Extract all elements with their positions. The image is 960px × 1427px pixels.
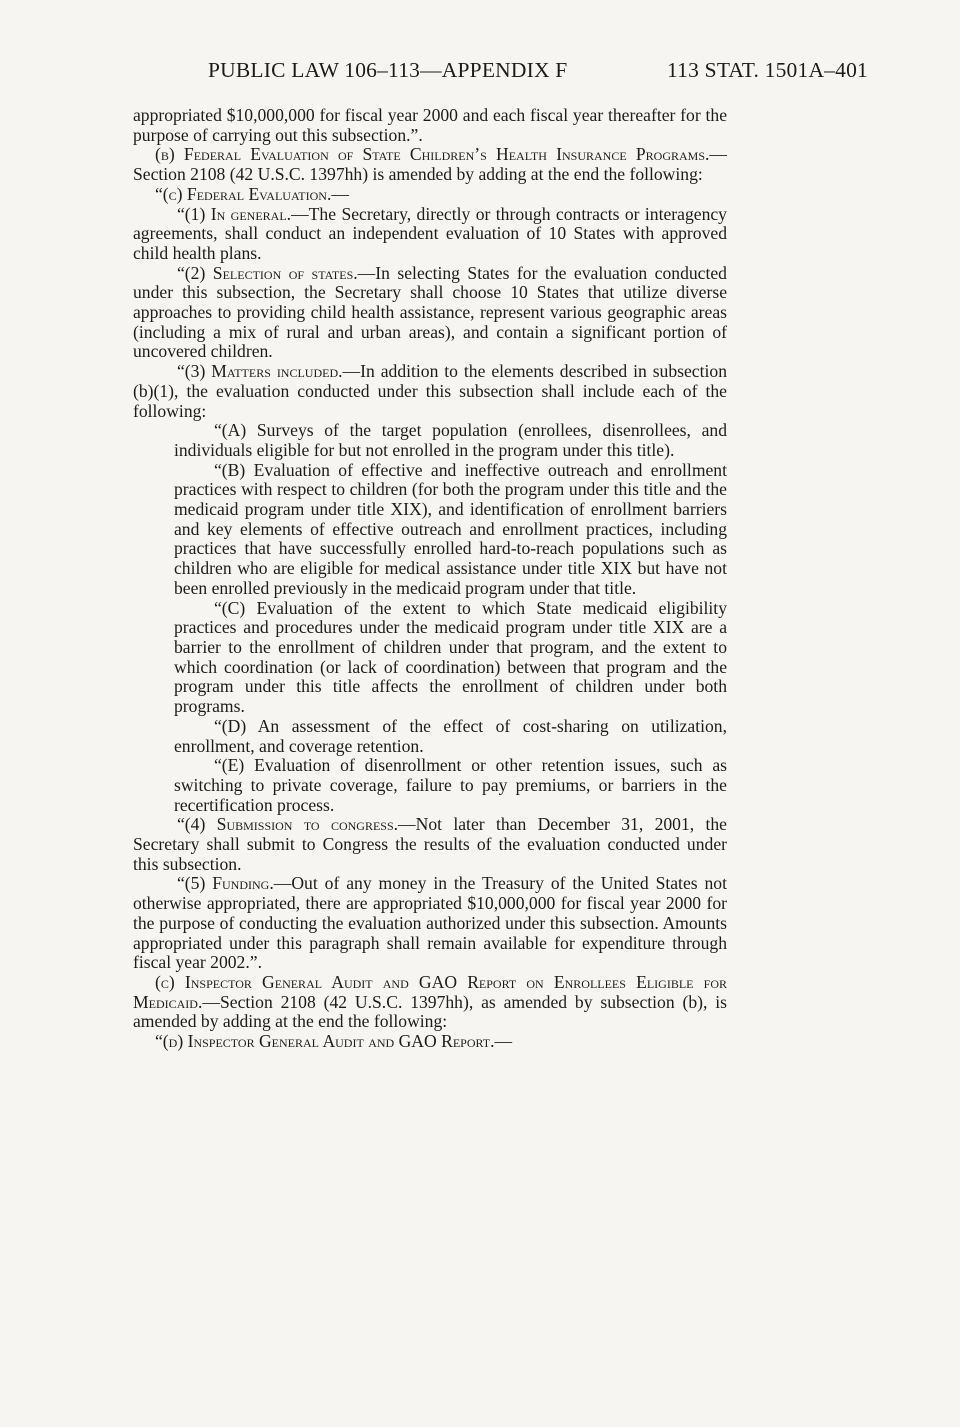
subsection-c-text: — bbox=[331, 183, 349, 204]
subsection-c-ig-text: —Section 2108 (42 U.S.C. 1397hh), as amended by subsection (b), is amended by adding at the end the following: bbox=[133, 991, 727, 1032]
subparagraph-a: “(A) Surveys of the target population (enrollees, disenrollees, and individuals eligible for but not enrolled in the program under this title). bbox=[174, 420, 727, 460]
paragraph-3-text: —In addition to the elements described in subsection (b)(1), the evaluation conducted under this subsection shall include each of the following: bbox=[133, 361, 727, 421]
subsection-c-heading: “(c) Federal Evaluation. bbox=[155, 183, 332, 204]
subparagraph-e: “(E) Evaluation of disenrollment or other retention issues, such as switching to private coverage, failure to pay premiums, or barriers in the recertification process. bbox=[174, 755, 727, 815]
subparagraph-d: “(D) An assessment of the effect of cost-sharing on utilization, enrollment, and coverage retention. bbox=[174, 715, 727, 756]
paragraph-1-heading: “(1) In general. bbox=[177, 203, 292, 224]
paragraph-subsection-c-ig bbox=[133, 973, 727, 1032]
paragraph-continuation: appropriated $10,000,000 for fiscal year 2000 and each fiscal year thereafter for the purpose of carrying out this subsection.”. bbox=[133, 105, 727, 145]
subsection-d-heading: “(d) Inspector General Audit and GAO Report. bbox=[155, 1031, 495, 1052]
paragraph-3-heading: “(3) Matters included. bbox=[177, 361, 343, 382]
subsection-c-ig-heading: (c) Inspector General Audit and GAO Report on Enrollees Eligible for Medicaid. bbox=[133, 971, 727, 1012]
paragraph-5 bbox=[133, 874, 727, 973]
paragraph-subsection-d bbox=[133, 1032, 727, 1052]
paragraph-4-text: —Not later than December 31, 2001, the Secretary shall submit to Congress the results of the evaluation conducted under this subsection. bbox=[133, 814, 727, 874]
subparagraph-c: “(C) Evaluation of the extent to which State medicaid eligibility practices and procedures under the medicaid program under title XIX are a barrier to the enrollment of children under that program, and the extent to which coordination (or lack of coordination) between that program and the program under this title affects the enrollment of children under both programs. bbox=[174, 597, 727, 717]
subsection-d-text: — bbox=[494, 1031, 513, 1052]
paragraph-subsection-b bbox=[133, 145, 727, 184]
paragraph-4-heading: “(4) Submission to congress. bbox=[177, 814, 399, 835]
paragraph-1 bbox=[133, 205, 727, 264]
paragraph-4 bbox=[133, 815, 727, 874]
paragraph-subsection-c bbox=[133, 185, 727, 205]
paragraph-5-heading: “(5) Funding. bbox=[177, 873, 274, 894]
paragraph-5-text: —Out of any money in the Treasury of the United States not otherwise appropriated, there are appropriated $10,000,000 for fiscal year 2000 for the purpose of conducting the evaluation authorized under this subsection. Amounts appropriated under this paragraph shall remain available for expenditure through fiscal year 2002.”. bbox=[133, 873, 727, 973]
subsection-b-heading: (b) Federal Evaluation of State Children’s Health Insurance Programs. bbox=[155, 144, 710, 165]
paragraph-2-text: —In selecting States for the evaluation conducted under this subsection, the Secretary shall choose 10 States that utilize diverse approaches to providing child health assistance, represent various geographic areas (including a mix of rural and urban areas), and contain a significant portion of uncovered children. bbox=[133, 262, 727, 362]
header-title: PUBLIC LAW 106–113—APPENDIX F bbox=[208, 58, 568, 82]
running-header bbox=[208, 58, 868, 83]
header-page-number: 113 STAT. 1501A–401 bbox=[667, 58, 868, 82]
paragraph-3 bbox=[133, 362, 727, 421]
paragraph-2 bbox=[133, 264, 727, 363]
subparagraph-b: “(B) Evaluation of effective and ineffective outreach and enrollment practices with respect to children (for both the program under this title and the medicaid program under title XIX), and identification of enrollment barriers and key elements of effective outreach and enrollment practices, including practices that have successfully enrolled hard-to-reach populations such as children who are eligible for medical assistance under title XIX but have not been enrolled previously in the medicaid program under that title. bbox=[174, 459, 727, 598]
document-body bbox=[133, 106, 727, 1052]
paragraph-2-heading: “(2) Selection of states. bbox=[177, 262, 358, 283]
subsection-b-text: —Section 2108 (42 U.S.C. 1397hh) is amended by adding at the end the following: bbox=[133, 144, 727, 185]
paragraph-1-text: —The Secretary, directly or through contracts or interagency agreements, shall conduct an independent evaluation of 10 States with approved child health plans. bbox=[133, 203, 727, 263]
